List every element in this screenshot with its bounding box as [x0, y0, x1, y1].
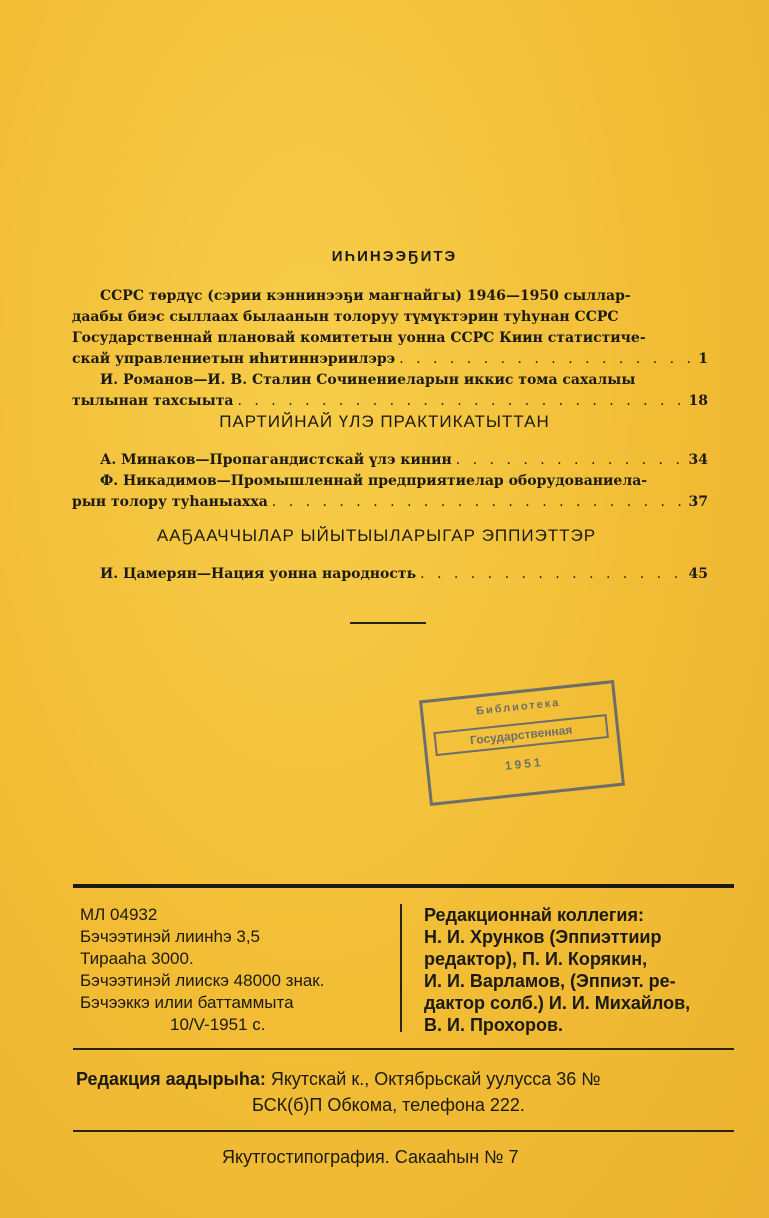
- editorial-line: редактор), П. И. Корякин,: [424, 949, 648, 969]
- author: И. Цамерян: [100, 566, 198, 582]
- page-number: 34: [688, 452, 708, 468]
- address-line: БСК(б)П Обкома, телефона 222.: [252, 1095, 525, 1115]
- editorial-line: Редакционнай коллегия:: [424, 905, 644, 925]
- toc-entry-line: Государственнай плановай комитетын уоннa ССРС Киин статистиче-: [72, 330, 646, 346]
- stamp-text: Библиотека: [475, 696, 561, 718]
- toc-entry-line: даабы биэс сыллаах былаанын толоруу түмүктэрин туһунан ССРС: [72, 309, 619, 325]
- toc-entry-line: —Промышленнай предприятиелар оборудованиела-: [216, 473, 648, 489]
- toc-entry-line: —Пропагандистскай үлэ кинин: [195, 452, 452, 468]
- imprint-line: 10/V-1951 с.: [170, 1015, 266, 1034]
- imprint-line: МЛ 04932: [80, 905, 158, 924]
- imprint-line: Бэчээтинэй лиискэ 48000 знак.: [80, 971, 325, 990]
- imprint-left: [80, 904, 392, 1036]
- library-stamp: [419, 680, 625, 806]
- editorial-line: Н. И. Хрунков (Эппиэттиир: [424, 927, 662, 947]
- divider: [73, 1048, 734, 1050]
- editorial-board: [424, 904, 736, 1036]
- author: А. Минаков: [100, 452, 196, 468]
- toc-entry: [72, 450, 708, 513]
- stamp-text: 1951: [504, 754, 545, 773]
- leader-dots: [456, 450, 685, 471]
- toc-entry-line: ССРС тѳрдүс (сэрии кэннинээҕи маҥнайгы) 1946—1950 сыллар-: [100, 288, 631, 304]
- printer-line: Якутгостипография. Сакааһын № 7: [222, 1147, 519, 1167]
- address-label: Редакция аадырыһа:: [76, 1069, 266, 1089]
- column-divider: [400, 904, 402, 1032]
- stamp-text: Государственная: [433, 714, 609, 756]
- page-number: 37: [688, 494, 708, 510]
- divider: [73, 1130, 734, 1132]
- toc-entry-line: тылынан тахсыыта: [72, 393, 234, 409]
- section-party-title: ПАРТИЙНАЙ ҮЛЭ ПРАКТИКАТЫТТАН: [219, 412, 550, 431]
- imprint-line: Бэчээтинэй лиинһэ 3,5: [80, 927, 261, 946]
- section-readers-title: ААҔААЧЧЫЛАР ЫЙЫТЫЫЛАРЫГАР ЭППИЭТТЭР: [156, 526, 597, 545]
- leader-dots: [272, 492, 685, 513]
- divider: [350, 622, 426, 624]
- toc-entry-line: скай управлениетын иһитиннэриилэрэ: [72, 351, 396, 367]
- leader-dots: [238, 391, 685, 412]
- toc-entry-line: И. Романов—И. В. Сталин Сочинениеларын иккис тома сахалыы: [100, 372, 636, 388]
- editorial-line: И. И. Варламов, (Эппиэт. ре-: [424, 971, 676, 991]
- toc-entry: [72, 286, 708, 412]
- divider: [73, 884, 734, 888]
- page-number: 18: [688, 393, 708, 409]
- toc-entry: [72, 564, 708, 585]
- editorial-line: В. И. Прохоров.: [424, 1015, 564, 1035]
- contents-title: ИҺИНЭЭҔИТЭ: [331, 248, 458, 265]
- toc-entry-line: —Нация уонна народность: [197, 566, 417, 582]
- page-number: 45: [688, 566, 708, 582]
- leader-dots: [420, 564, 684, 585]
- page-number: 1: [698, 351, 708, 367]
- toc-entry-line: рын толору туһаныахха: [72, 494, 268, 510]
- editorial-line: дактор солб.) И. И. Михайлов,: [424, 993, 691, 1013]
- author: Ф. Никадимов: [100, 473, 217, 489]
- address-line: Якутскай к., Октябрьскай уулусса 36 №: [270, 1069, 601, 1089]
- imprint-line: Тирааһа 3000.: [80, 949, 194, 968]
- imprint-line: Бэчээккэ илии баттаммыта: [80, 993, 294, 1012]
- address-block: [76, 1066, 740, 1118]
- leader-dots: [399, 349, 694, 370]
